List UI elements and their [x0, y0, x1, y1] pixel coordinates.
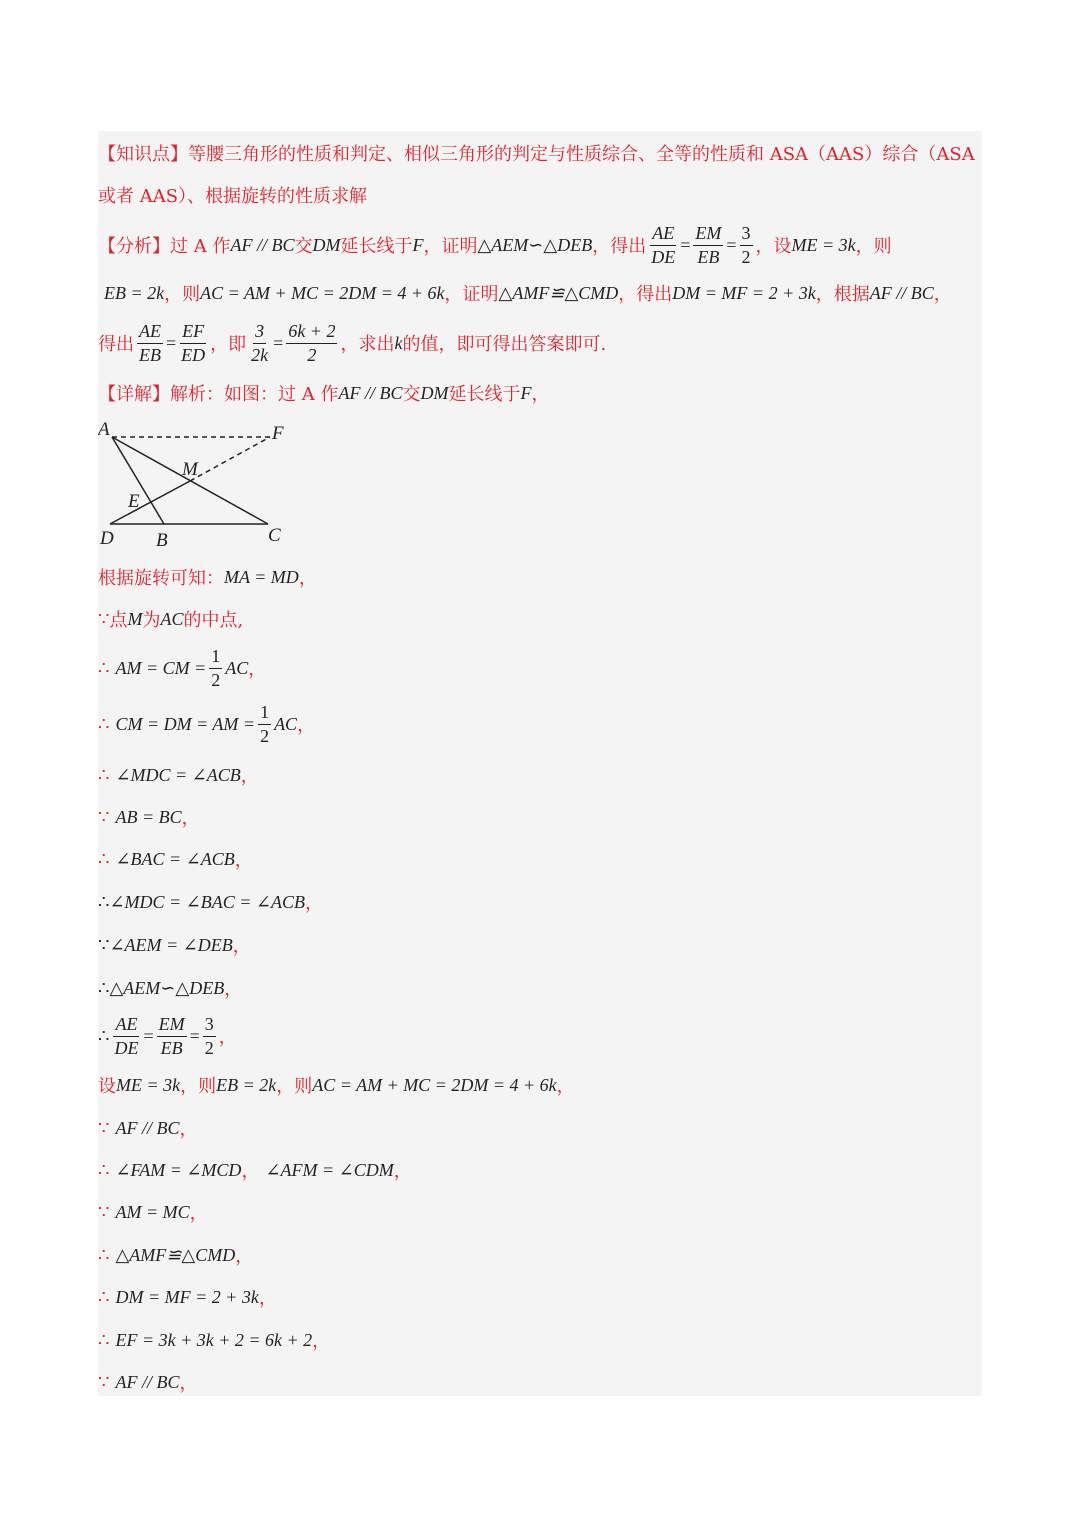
punct: ， — [232, 936, 251, 957]
step-text: ，则 — [180, 1076, 217, 1097]
step-line — [98, 1198, 982, 1226]
solution-panel — [98, 131, 982, 1396]
label-f: F — [272, 423, 284, 444]
punct: ， — [258, 1288, 277, 1309]
math-expr: EF = 3k + 3k + 2 = 6k + 2 — [115, 1329, 313, 1350]
math-expr: AF // BC — [869, 282, 934, 303]
math-expr: ∠MDC = ∠BAC = ∠ACB — [109, 891, 305, 912]
math-expr: ∠FAM = ∠MCD — [115, 1159, 242, 1180]
punct: ， — [179, 1119, 198, 1140]
step-line — [98, 803, 982, 831]
math-expr: k — [394, 332, 403, 353]
math-expr: AF // BC — [115, 1117, 180, 1138]
detail-text: 交 — [402, 384, 421, 405]
math-expr: ∠AFM = ∠CDM — [265, 1159, 394, 1180]
math-expr: ∠AEM = ∠DEB — [109, 934, 233, 955]
punct: ， — [218, 1027, 237, 1048]
therefore-symbol: ∴ — [98, 1286, 110, 1308]
math-expr: EB = 2k — [104, 282, 165, 303]
math-expr: MA = MD — [224, 566, 299, 587]
analysis-text: ，则 — [855, 236, 892, 257]
math-expr: ME = 3k — [791, 234, 856, 255]
label-d: D — [100, 528, 114, 549]
math-expr: ∠MDC = ∠ACB — [115, 764, 241, 785]
punct: ， — [556, 1076, 575, 1097]
equals-sign: = — [189, 1025, 200, 1046]
step-line — [98, 1114, 982, 1142]
because-symbol: ∵ — [98, 608, 110, 630]
punct: ， — [297, 715, 316, 736]
math-expr: F — [412, 234, 424, 255]
because-symbol: ∵ — [98, 1117, 110, 1139]
analysis-text: 得出 — [98, 334, 134, 355]
knowledge-text-2: 或者 AAS）、根据旋转的性质求解 — [98, 186, 368, 207]
step-text: 设 — [98, 1076, 116, 1097]
step-text: 根据旋转可知： — [98, 568, 224, 589]
because-symbol: ∵ — [98, 806, 110, 828]
therefore-symbol: ∴ — [98, 1329, 110, 1351]
math-expr: AC — [225, 657, 249, 678]
punct: ， — [234, 850, 253, 871]
analysis-text: 延长线于 — [340, 236, 413, 257]
step-line — [98, 563, 982, 591]
math-expr: DM — [420, 382, 449, 403]
step-line — [98, 1011, 982, 1061]
step-text: 为 — [142, 610, 161, 631]
therefore-symbol: ∴ — [98, 764, 110, 786]
punct: ， — [298, 568, 317, 589]
therefore-symbol: ∴ — [98, 977, 110, 998]
therefore-symbol: ∴ — [98, 848, 110, 870]
equals-sign: = — [726, 234, 737, 255]
knowledge-line-1 — [98, 139, 982, 167]
analysis-line-3 — [98, 317, 982, 369]
punct: ， — [179, 1373, 198, 1394]
math-expr: DM — [312, 234, 341, 255]
math-expr: F — [520, 382, 532, 403]
label-e: E — [128, 491, 140, 512]
step-line — [98, 1283, 982, 1311]
label-a: A — [98, 419, 110, 440]
analysis-text: 过 A 作 — [170, 236, 231, 257]
therefore-symbol: ∴ — [98, 713, 110, 735]
math-expr: AF // BC — [230, 234, 295, 255]
fraction: $\frac{3}{2}$ — [741, 222, 751, 267]
therefore-symbol: ∴ — [98, 1025, 110, 1046]
geometry-diagram — [98, 419, 298, 553]
step-line — [98, 888, 982, 916]
analysis-text: ，即 — [210, 334, 247, 355]
analysis-text: ，根据 — [815, 284, 870, 305]
step-line — [98, 845, 982, 873]
analysis-text: 的值，即可得出答案即可. — [402, 334, 607, 355]
label-c: C — [268, 525, 281, 546]
fraction: $\frac{EF}{ED}$ — [181, 320, 206, 365]
analysis-text: ，得出 — [592, 236, 647, 257]
label-m: M — [182, 459, 198, 480]
detail-text: ， — [531, 384, 550, 405]
detail-tag: 【详解】 — [98, 384, 170, 405]
fraction: $\frac{EM}{EB}$ — [158, 1013, 185, 1058]
math-expr: AC = AM + MC = 2DM = 4 + 6k — [312, 1074, 557, 1095]
punct: ， — [393, 1161, 412, 1182]
step-line — [98, 605, 982, 633]
math-expr: △AMF≌△CMD — [115, 1244, 236, 1265]
analysis-line-1 — [98, 219, 982, 271]
punct: ， — [189, 1203, 208, 1224]
fraction: $\frac{1}{2}$ — [211, 645, 221, 690]
punct: ， — [181, 808, 200, 829]
analysis-text: ， — [933, 284, 952, 305]
knowledge-text-1: 等腰三角形的性质和判定、相似三角形的判定与性质综合、全等的性质和 ASA（AAS）综合（ASA — [188, 144, 975, 165]
analysis-line-2 — [98, 279, 982, 307]
step-line — [98, 1326, 982, 1354]
math-expr: ME = 3k — [116, 1074, 181, 1095]
math-expr: △AEM∽△DEB — [477, 234, 593, 255]
punct: ， — [248, 659, 267, 680]
step-line — [98, 1368, 982, 1396]
step-line — [98, 699, 982, 749]
math-expr: AM = CM = — [115, 657, 207, 678]
fraction: $\frac{AE}{DE}$ — [651, 222, 676, 267]
math-expr: AB = BC — [115, 806, 182, 827]
math-expr: AC — [274, 713, 298, 734]
step-line — [98, 1071, 982, 1099]
detail-text: 解析：如图：过 A 作 — [170, 384, 339, 405]
math-expr: AF // BC — [338, 382, 403, 403]
segment-mf — [190, 437, 270, 481]
fraction: $\frac{1}{2}$ — [260, 701, 270, 746]
step-line — [98, 1156, 982, 1184]
punct: ， — [304, 893, 323, 914]
math-expr: AC = AM + MC = 2DM = 4 + 6k — [200, 282, 445, 303]
fraction: $\frac{EM}{EB}$ — [695, 222, 722, 267]
equals-sign: = — [273, 332, 284, 353]
therefore-symbol: ∴ — [98, 1244, 110, 1266]
segment-dm — [110, 481, 190, 524]
equals-sign: = — [143, 1025, 154, 1046]
math-expr: △AEM∽△DEB — [109, 977, 225, 998]
math-expr: AC — [160, 608, 184, 629]
step-line — [98, 1241, 982, 1269]
because-symbol: ∵ — [98, 1201, 110, 1223]
analysis-text: ，求出 — [340, 334, 395, 355]
detail-text: 延长线于 — [448, 384, 521, 405]
fraction: $\frac{6k + 2}{2}$ — [288, 320, 336, 365]
punct: ， — [224, 979, 243, 1000]
step-line — [98, 643, 982, 693]
knowledge-tag: 【知识点】 — [98, 144, 188, 165]
analysis-text: ，证明 — [444, 284, 499, 305]
therefore-symbol: ∴ — [98, 1159, 110, 1181]
punct: ， — [235, 1246, 254, 1267]
therefore-symbol: ∴ — [98, 657, 110, 679]
math-expr: DM = MF = 2 + 3k — [115, 1286, 259, 1307]
knowledge-line-2 — [98, 181, 982, 209]
because-symbol: ∵ — [98, 1371, 110, 1393]
step-line — [98, 761, 982, 789]
step-line — [98, 931, 982, 959]
punct: ， — [312, 1331, 331, 1352]
math-expr: AM = MC — [115, 1201, 190, 1222]
analysis-text: 交 — [294, 236, 313, 257]
math-expr: △AMF≌△CMD — [498, 282, 619, 303]
fraction: $\frac{AE}{EB}$ — [139, 320, 161, 365]
math-expr: DM = MF = 2 + 3k — [672, 282, 816, 303]
label-b: B — [156, 530, 168, 551]
equals-sign: = — [166, 332, 177, 353]
fraction: $\frac{AE}{DE}$ — [114, 1013, 139, 1058]
fraction: $\frac{3}{2}$ — [204, 1013, 214, 1058]
therefore-symbol: ∴ — [98, 891, 110, 912]
step-line — [98, 974, 982, 1002]
analysis-text: ，则 — [164, 284, 201, 305]
math-expr: ∠BAC = ∠ACB — [115, 848, 235, 869]
step-text: 的中点, — [183, 610, 244, 631]
detail-line — [98, 379, 982, 407]
step-text: ，则 — [276, 1076, 313, 1097]
punct: ， — [241, 1161, 260, 1182]
punct: ， — [240, 766, 259, 787]
fraction: $\frac{3}{2k}$ — [251, 320, 269, 365]
analysis-tag: 【分析】 — [98, 236, 170, 257]
math-expr: AF // BC — [115, 1371, 180, 1392]
because-symbol: ∵ — [98, 934, 110, 955]
equals-sign: = — [680, 234, 691, 255]
math-expr: M — [127, 608, 143, 629]
step-text: 点 — [109, 610, 128, 631]
analysis-text: ，得出 — [618, 284, 673, 305]
analysis-text: ，证明 — [423, 236, 478, 257]
math-expr: CM = DM = AM = — [115, 713, 256, 734]
math-expr: EB = 2k — [216, 1074, 277, 1095]
analysis-text: ，设 — [755, 236, 792, 257]
